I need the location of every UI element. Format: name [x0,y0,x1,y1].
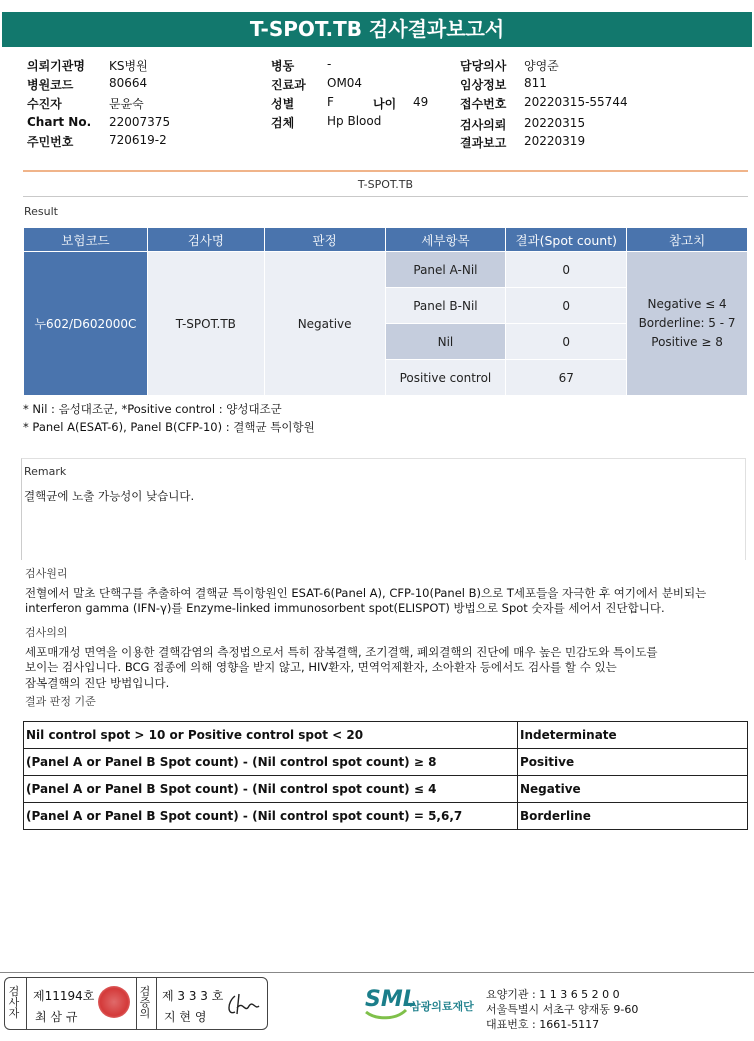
reviewer-label [139,986,151,1019]
chart-value: 22007375 [109,115,171,129]
tester-label-text: 검사자 [8,985,20,1020]
criteria-table [23,721,748,830]
facility-code: 요양기관 : 1 1 3 6 5 2 0 0 [486,988,620,1001]
result-table [23,227,748,396]
detail-item: Nil [385,324,506,360]
criteria-label: 결과 판정 기준 [25,695,96,708]
report-date-value: 20220319 [524,134,586,148]
detail-item: Panel A-Nil [385,252,506,288]
divider [156,978,157,1029]
remark-box [21,458,746,560]
clinical-label: 임상정보 [460,78,507,92]
divider [23,170,748,172]
tester-label [8,986,20,1019]
section-caption: T-SPOT.TB [357,178,414,191]
column-header: 판정 [264,228,385,252]
reference-range [627,252,748,396]
criteria-condition: (Panel A or Panel B Spot count) - (Nil control spot count) ≥ 8 [24,749,518,776]
request-label: 검사의뢰 [460,118,507,132]
signature-box [4,977,268,1030]
receipt-label: 접수번호 [460,97,507,111]
insurance-code: 누602/D602000C [24,252,148,396]
receipt-value: 20220315-55744 [524,95,628,109]
column-header: 결과(Spot count) [506,228,627,252]
table-row [24,803,748,830]
spot-count: 0 [506,324,627,360]
specimen-label: 검체 [271,116,295,130]
seal-stamp [98,986,130,1018]
rrn-label: 주민번호 [27,135,74,149]
remark-label: Remark [24,465,67,478]
signature-icon [225,988,261,1022]
result-label: Result [24,205,58,218]
principle-label: 검사원리 [25,567,68,580]
table-row [24,749,748,776]
reference-positive: Positive ≥ 8 [651,335,723,349]
dept-label: 진료과 [271,78,306,92]
divider [23,196,748,197]
specimen-value: Hp Blood [327,114,382,128]
column-header: 세부항목 [385,228,506,252]
significance-line: 세포매개성 면역을 이용한 결핵감염의 측정법으로서 특히 잠복결핵, 조기결핵, 폐외결핵의 진단에 매우 높은 민감도와 특이도를 [25,645,658,659]
tester-license: 제11194호 [33,989,95,1003]
sex-value: F [327,95,334,109]
age-value: 49 [413,95,429,109]
clinical-value: 811 [524,76,547,90]
significance-line: 보이는 검사입니다. BCG 접종에 의해 영향을 받지 않고, HIV환자, 면역억제환자, 소아환자 등에서도 검사를 할 수 있는 [25,660,617,674]
significance-label: 검사의의 [25,626,68,639]
hospital-label: 의뢰기관명 [27,59,85,73]
principle-line: 전혈에서 말초 단핵구를 추출하여 결핵균 특이항원인 ESAT-6(Panel A), CFP-10(Panel B)으로 T세포들을 자극한 후 여기에서 분비되는 [25,586,707,600]
principle-line: interferon gamma (IFN-γ)를 Enzyme-linked immunosorbent spot(ELISPOT) 방법으로 Spot 숫자를 세어서 진단합니다. [25,601,665,615]
criteria-result: Negative [518,776,748,803]
divider [26,978,27,1029]
significance-line: 잠복결핵의 진단 방법입니다. [25,676,170,690]
ward-label: 병동 [271,59,295,73]
criteria-condition: (Panel A or Panel B Spot count) - (Nil control spot count) = 5,6,7 [24,803,518,830]
doctor-value: 양영준 [524,59,559,73]
criteria-result: Indeterminate [518,722,748,749]
detail-item: Positive control [385,360,506,396]
column-header: 검사명 [147,228,264,252]
table-row [24,776,748,803]
tester-name: 최 삼 규 [35,1010,78,1024]
logo-text: SML [365,987,417,1012]
table-header-row [24,228,748,252]
reviewer-label-text: 검증의 [139,985,151,1020]
table-row [24,722,748,749]
column-header: 보험코드 [24,228,148,252]
age-label: 나이 [373,97,397,111]
note-line: * Nil : 음성대조군, *Positive control : 양성대조군 [23,402,282,416]
criteria-condition: (Panel A or Panel B Spot count) - (Nil control spot count) ≤ 4 [24,776,518,803]
sex-label: 성별 [271,97,295,111]
address: 서울특별시 서초구 양재동 9-60 [486,1003,639,1016]
reviewer-license: 제 3 3 3 호 [162,989,224,1003]
hospital-code-label: 병원코드 [27,78,74,92]
divider [0,972,754,973]
spot-count: 0 [506,252,627,288]
criteria-result: Borderline [518,803,748,830]
remark-text: 결핵균에 노출 가능성이 낮습니다. [24,489,195,503]
judgement: Negative [264,252,385,396]
reviewer-name: 지 현 영 [164,1010,207,1024]
chart-label: Chart No. [27,115,92,129]
spot-count: 67 [506,360,627,396]
dept-value: OM04 [327,76,363,90]
doctor-label: 담당의사 [460,59,507,73]
rrn-value: 720619-2 [109,133,167,147]
phone: 대표번호 : 1661-5117 [486,1018,600,1031]
patient-label: 수진자 [27,97,62,111]
table-row [24,252,748,288]
test-name: T-SPOT.TB [147,252,264,396]
report-date-label: 결과보고 [460,136,507,150]
hospital-value: KS병원 [109,59,148,73]
request-value: 20220315 [524,116,586,130]
ward-value: - [327,57,332,71]
org-name: 삼광의료재단 [410,1000,474,1013]
reference-negative: Negative ≤ 4 [647,297,727,311]
report-title: T-SPOT.TB 검사결과보고서 [2,12,752,47]
hospital-code-value: 80664 [109,76,148,90]
column-header: 참고치 [627,228,748,252]
note-line: * Panel A(ESAT-6), Panel B(CFP-10) : 결핵균 특이항원 [23,420,315,434]
spot-count: 0 [506,288,627,324]
detail-item: Panel B-Nil [385,288,506,324]
criteria-result: Positive [518,749,748,776]
patient-value: 문윤숙 [109,97,144,111]
divider [136,978,137,1029]
reference-borderline: Borderline: 5 - 7 [638,316,736,330]
criteria-condition: Nil control spot > 10 or Positive control spot < 20 [24,722,518,749]
